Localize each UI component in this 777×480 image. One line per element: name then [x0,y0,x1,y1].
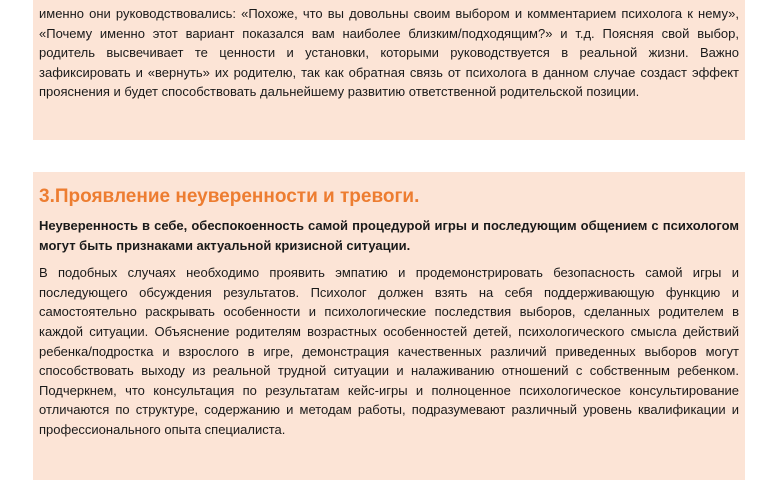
feedback-text-block [33,0,745,140]
section-3-lead: Неуверенность в себе, обеспокоенность самой процедурой игры и последующим общением с психологом могут быть признаками актуальной кризисной ситуации. [39,218,739,253]
section-3-body: В подобных случаях необходимо проявить эмпатию и продемонстрировать безопасность самой игры и последующего обсуждения результатов. Психолог должен взять на себя поддерживающую функцию и самостоятельно раскрывать особенности и психологические последствия выборов, сделанных родителем в каждой ситуации. Объяснение родителям возрастных особенностей детей, психологического смысла действий ребенка/подростка и взрослого в игре, демонстрация качественных различий приведенных выборов могут способствовать выходу из реальной трудной ситуации и налаживанию отношений с собственным ребенком. Подчеркнем, что консультация по результатам кейс-игры и полноценное психологическое консультирование отличаются по структуре, содержанию и методам работы, подразумевают различный уровень квалификации и профессионального опыта специалиста. [39,265,739,437]
section-3-block [33,172,745,480]
section-3-heading: 3.Проявление неуверенности и тревоги. [39,186,420,207]
feedback-paragraph: именно они руководствовались: «Похоже, что вы довольны своим выбором и комментарием психолога к нему», «Почему именно этот вариант показался вам наиболее близким/подходящим?» и т.д. Поясняя свой выбор, родитель высвечивает те ценности и установки, которыми руководствуется в реальной жизни. Важно зафиксировать и «вернуть» их родителю, так как обратная связь от психолога в данном случае создаст эффект прояснения и будет способствовать дальнейшему развитию ответственной родительской позиции. [39,6,739,100]
